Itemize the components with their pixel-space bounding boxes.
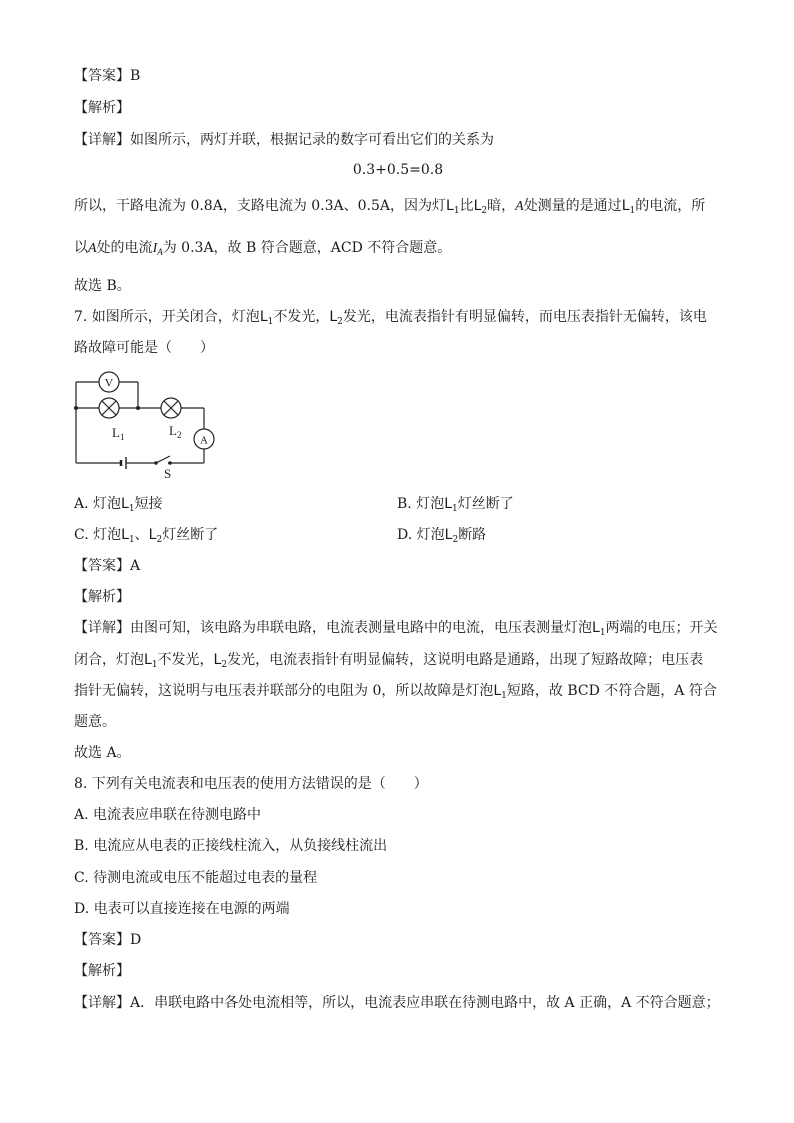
- symbol-l: L: [148, 527, 157, 543]
- symbol-l: L: [329, 309, 338, 325]
- q8-option-d[interactable]: [74, 899, 290, 919]
- lamp1-letter: L: [112, 425, 120, 440]
- q8-stem: [74, 774, 428, 794]
- text-fragment: 短路，故 BCD 不符合题，A 符合: [506, 683, 717, 699]
- switch-blade: [156, 456, 170, 463]
- text-fragment: 闭合，灯泡: [74, 652, 144, 668]
- detail-tag: 【详解】: [74, 995, 130, 1011]
- text-fragment: 路故障可能是（ ）: [74, 340, 214, 356]
- option-text: C. 待测电流或电压不能超过电表的量程: [74, 870, 318, 886]
- switch-label: S: [164, 466, 172, 480]
- symbol-l: L: [444, 496, 453, 512]
- symbol-l: L: [446, 198, 454, 214]
- analysis-tag: 【解析】: [74, 963, 130, 979]
- option-text: B. 电流应从电表的正接线柱流入，从负接线柱流出: [74, 838, 388, 854]
- detail-tag: 【详解】: [74, 620, 130, 636]
- q6-detail-line3: [74, 238, 451, 259]
- q8-option-b[interactable]: [74, 836, 387, 856]
- text-fragment: 7. 如图所示，开关闭合，灯泡: [74, 309, 260, 325]
- symbol-l: L: [592, 620, 600, 636]
- text-fragment: 发光，电流表指针有明显偏转，而电压表指针无偏转，该电: [342, 309, 707, 325]
- q8-answer: [74, 930, 141, 950]
- symbol-l: L: [121, 527, 129, 543]
- text-fragment: 由图可知，该电路为串联电路，电流表测量电路中的电流，电压表测量灯泡: [130, 620, 592, 636]
- q8-option-c[interactable]: [74, 868, 317, 888]
- symbol-l: L: [121, 496, 129, 512]
- symbol-l: L: [213, 652, 222, 668]
- answer-tag: 【答案】: [74, 932, 130, 948]
- subscript: 2: [481, 206, 488, 216]
- answer-value: A: [130, 558, 141, 574]
- option-text: A. 电流表应串联在待测电路中: [74, 807, 262, 823]
- symbol-l: L: [493, 683, 502, 699]
- subscript: 1: [128, 504, 135, 514]
- q6-detail-line2: [74, 196, 705, 217]
- subscript: 1: [453, 206, 460, 216]
- option-text: 断路: [458, 527, 487, 543]
- junction-dot: [136, 406, 140, 410]
- answer-value: B: [130, 68, 141, 84]
- q7-detail-line2: [74, 650, 703, 670]
- text-fragment: 的电流，所: [635, 198, 706, 214]
- conclusion-text: 故选 A。: [74, 745, 131, 761]
- symbol-l: L: [259, 309, 268, 325]
- symbol-i: I: [152, 241, 158, 256]
- option-text: D. 灯泡: [397, 527, 445, 543]
- junction-dot: [74, 406, 78, 410]
- q7-detail-line1: [74, 618, 718, 638]
- subscript: 1: [452, 504, 458, 514]
- q7-conclusion: [74, 743, 131, 763]
- option-text: B. 灯泡: [397, 496, 445, 512]
- option-text: 、: [134, 527, 149, 543]
- text-fragment: 两端的电压；开关: [605, 620, 718, 636]
- italic-a: A: [515, 199, 524, 214]
- subscript: 2: [156, 535, 163, 545]
- ammeter-label: A: [200, 434, 208, 447]
- q8-detail-line1: [74, 993, 720, 1013]
- text-fragment: 不发光，: [273, 309, 330, 325]
- detail-text: A．串联电路中各处电流相等，所以，电流表应串联在待测电路中，故 A 正确，A 不符合题意；: [130, 995, 720, 1011]
- subscript: 1: [629, 206, 636, 216]
- switch-pivot: [154, 461, 158, 465]
- text-fragment: 处的电流: [96, 240, 153, 256]
- q7-option-c[interactable]: [74, 525, 218, 545]
- voltmeter-label: V: [104, 375, 114, 390]
- option-text: D. 电表可以直接连接在电源的两端: [74, 901, 290, 917]
- equation-text: 0.3+0.5=0.8: [352, 162, 444, 178]
- q7-stem-line1: [74, 307, 707, 327]
- q7-analysis-tag: [74, 587, 130, 607]
- q7-option-b[interactable]: [397, 494, 514, 514]
- q6-detail-line1: [74, 130, 494, 150]
- q6-equation: [74, 160, 722, 180]
- answer-value: D: [130, 932, 142, 948]
- q7-option-a[interactable]: [74, 494, 163, 514]
- q8-analysis-tag: [74, 961, 130, 981]
- text-fragment: 指针无偏转，这说明与电压表并联部分的电阻为 0，所以故障是灯泡: [74, 683, 494, 699]
- q6-answer: [74, 66, 140, 86]
- detail-tag: 【详解】: [74, 132, 130, 148]
- stem-text: 8. 下列有关电流表和电压表的使用方法错误的是（ ）: [74, 776, 428, 792]
- text-fragment: 为 0.3A，故 B 符合题意，ACD 不符合题意。: [162, 240, 452, 256]
- subscript: A: [157, 247, 163, 257]
- lamp2-subscript: 2: [176, 430, 182, 440]
- conclusion-text: 故选 B。: [74, 278, 131, 294]
- lamp2-letter: L: [169, 423, 177, 438]
- option-text: C. 灯泡: [74, 527, 122, 543]
- text-fragment: 发光，电流表指针有明显偏转，这说明电路是通路，出现了短路故障；电压表: [227, 652, 704, 668]
- answer-tag: 【答案】: [74, 68, 130, 84]
- subscript: 2: [452, 535, 459, 545]
- subscript: 1: [128, 535, 135, 545]
- symbol-l: L: [621, 198, 630, 214]
- subscript: 2: [337, 317, 343, 327]
- option-text: 灯丝断了: [162, 527, 219, 543]
- subscript: 1: [267, 317, 274, 327]
- option-text: A. 灯泡: [74, 496, 122, 512]
- q8-option-a[interactable]: [74, 805, 261, 825]
- symbol-l: L: [144, 652, 152, 668]
- subscript: 1: [501, 691, 507, 701]
- q6-conclusion: [74, 276, 131, 296]
- lamp1-label: [112, 425, 124, 442]
- switch-contact: [168, 461, 172, 465]
- text-fragment: 题意。: [74, 714, 116, 730]
- lamp2-label: [169, 423, 181, 440]
- analysis-tag: 【解析】: [74, 589, 130, 605]
- detail-text: 如图所示，两灯并联，根据记录的数字可看出它们的关系为: [130, 132, 494, 148]
- lamp1-subscript: 1: [119, 432, 125, 442]
- subscript: 1: [151, 660, 158, 670]
- symbol-l: L: [473, 198, 482, 214]
- text-fragment: 所以，干路电流为 0.8A，支路电流为 0.3A、0.5A，因为灯: [74, 198, 447, 214]
- text-fragment: 处测量的是通过: [523, 198, 622, 214]
- analysis-tag: 【解析】: [74, 100, 130, 116]
- q6-analysis-tag: [74, 98, 130, 118]
- q7-option-d[interactable]: [397, 525, 486, 545]
- q7-answer: [74, 556, 140, 576]
- q7-stem-line2: [74, 338, 214, 358]
- text-fragment: 不发光，: [157, 652, 214, 668]
- text-fragment: 比: [459, 198, 474, 214]
- subscript: 1: [599, 628, 606, 638]
- symbol-l: L: [444, 527, 453, 543]
- q7-detail-line4: [74, 712, 116, 732]
- subscript: 2: [221, 660, 228, 670]
- circuit-diagram: [70, 368, 220, 480]
- answer-tag: 【答案】: [74, 558, 130, 574]
- italic-a: A: [88, 241, 97, 256]
- option-text: 短接: [134, 496, 163, 512]
- q7-detail-line3: [74, 681, 717, 701]
- text-fragment: 以: [74, 240, 88, 256]
- option-text: 灯丝断了: [457, 496, 514, 512]
- text-fragment: 暗，: [487, 198, 516, 214]
